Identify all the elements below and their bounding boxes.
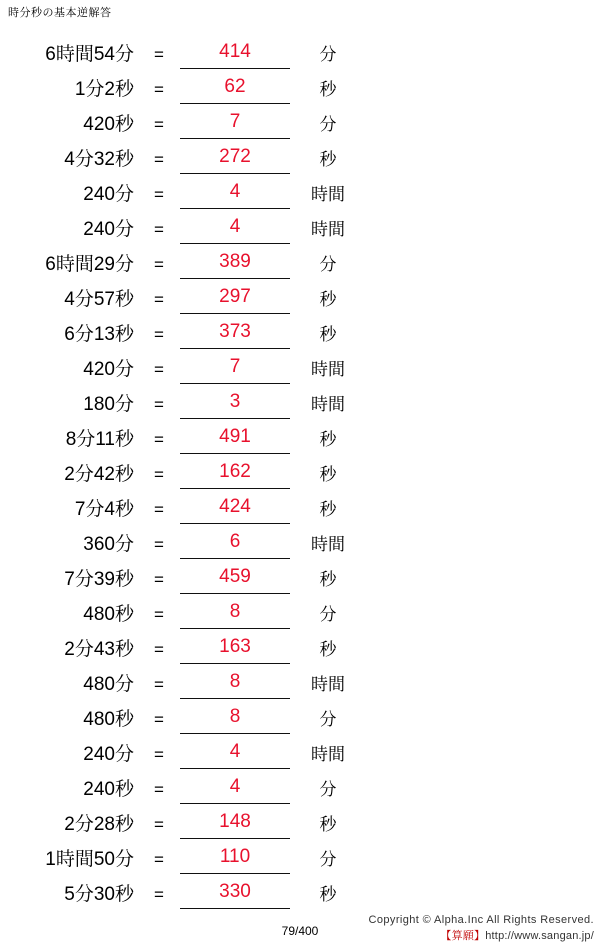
answer-unit: 秒 [319,500,337,519]
answer-unit: 秒 [319,570,337,589]
problem-row [0,769,600,804]
problem-question: 2分43秒 [64,639,134,660]
problem-row [0,69,600,104]
equals-sign: = [154,80,164,99]
answer-field[interactable]: 3 [180,388,290,419]
answer-field[interactable]: 424 [180,493,290,524]
problem-row [0,524,600,559]
answer-field[interactable]: 6 [180,528,290,559]
equals-sign: = [154,500,164,519]
answer-unit: 秒 [319,325,337,344]
footer [369,912,594,944]
problem-row [0,874,600,909]
answer-unit: 時間 [311,220,345,239]
answer-unit: 分 [319,45,337,64]
answer-unit: 分 [319,115,337,134]
equals-sign: = [154,150,164,169]
page-title: 時分秒の基本逆解答 [8,7,112,19]
problem-question: 4分32秒 [64,149,134,170]
problem-question: 240分 [83,744,134,765]
problem-row [0,489,600,524]
copyright-text: Copyright © Alpha.Inc All Rights Reserved. [368,914,594,926]
equals-sign: = [154,395,164,414]
site-url: http://www.sangan.jp/ [485,930,594,942]
equals-sign: = [154,605,164,624]
equals-sign: = [154,255,164,274]
problem-question: 1分2秒 [74,79,134,100]
equals-sign: = [154,815,164,834]
answer-field[interactable]: 148 [180,808,290,839]
answer-unit: 分 [319,255,337,274]
problem-row [0,104,600,139]
answer-field[interactable]: 373 [180,318,290,349]
problem-question: 360分 [83,534,134,555]
problem-row [0,174,600,209]
problem-question: 480秒 [83,604,134,625]
site-line [369,928,594,944]
problem-question: 8分11秒 [65,429,134,450]
answer-unit: 時間 [311,360,345,379]
problem-question: 180分 [83,394,134,415]
answer-field[interactable]: 7 [180,353,290,384]
problem-question: 480分 [83,674,134,695]
answer-unit: 秒 [319,885,337,904]
problem-row [0,594,600,629]
equals-sign: = [154,220,164,239]
answer-unit: 分 [319,605,337,624]
equals-sign: = [154,745,164,764]
answer-field[interactable]: 163 [180,633,290,664]
answer-unit: 分 [319,780,337,799]
problem-question: 7分4秒 [74,499,134,520]
problem-row [0,839,600,874]
answer-field[interactable]: 8 [180,668,290,699]
equals-sign: = [154,885,164,904]
answer-unit: 秒 [319,465,337,484]
answer-field[interactable]: 389 [180,248,290,279]
equals-sign: = [154,185,164,204]
equals-sign: = [154,535,164,554]
problem-row [0,559,600,594]
problem-question: 480秒 [83,709,134,730]
answer-field[interactable]: 62 [180,73,290,104]
answer-field[interactable]: 4 [180,213,290,244]
problem-question: 6時間54分 [45,44,134,65]
problem-row [0,629,600,664]
equals-sign: = [154,710,164,729]
problem-question: 240秒 [83,779,134,800]
answer-field[interactable]: 4 [180,773,290,804]
problem-row [0,454,600,489]
problem-row [0,734,600,769]
equals-sign: = [154,430,164,449]
equals-sign: = [154,570,164,589]
problem-question: 6分13秒 [64,324,134,345]
problem-row [0,314,600,349]
equals-sign: = [154,360,164,379]
problem-question: 6時間29分 [45,254,134,275]
answer-unit: 時間 [311,185,345,204]
problem-row [0,244,600,279]
problem-question: 240分 [83,219,134,240]
problem-row [0,804,600,839]
equals-sign: = [154,115,164,134]
answer-field[interactable]: 272 [180,143,290,174]
answer-unit: 秒 [319,815,337,834]
equals-sign: = [154,675,164,694]
answer-field[interactable]: 110 [180,843,290,874]
problem-row [0,139,600,174]
answer-unit: 秒 [319,80,337,99]
answer-unit: 時間 [311,395,345,414]
answer-unit: 秒 [319,430,337,449]
problem-question: 7分39秒 [64,569,134,590]
problem-question: 420秒 [83,114,134,135]
answer-field[interactable]: 330 [180,878,290,909]
answer-unit: 秒 [319,640,337,659]
problem-row [0,209,600,244]
equals-sign: = [154,290,164,309]
problem-question: 2分28秒 [64,814,134,835]
problem-row [0,279,600,314]
problem-question: 1時間50分 [45,849,134,870]
answer-unit: 時間 [311,745,345,764]
equals-sign: = [154,780,164,799]
problem-question: 420分 [83,359,134,380]
problem-row [0,664,600,699]
answer-field[interactable]: 414 [180,38,290,69]
equals-sign: = [154,465,164,484]
equals-sign: = [154,325,164,344]
answer-field[interactable]: 491 [180,423,290,454]
answer-unit: 秒 [319,290,337,309]
answer-unit: 分 [319,850,337,869]
answer-field[interactable]: 459 [180,563,290,594]
page-number: 79/400 [281,924,319,938]
answer-field[interactable]: 7 [180,108,290,139]
answer-unit: 時間 [311,675,345,694]
problem-row [0,349,600,384]
problem-question: 5分30秒 [64,884,134,905]
problem-question: 240分 [83,184,134,205]
answer-unit: 時間 [311,535,345,554]
answer-field[interactable]: 162 [180,458,290,489]
answer-unit: 分 [319,710,337,729]
problem-row [0,419,600,454]
equals-sign: = [154,45,164,64]
answer-field[interactable]: 8 [180,598,290,629]
answer-field[interactable]: 4 [180,178,290,209]
problem-row [0,34,600,69]
answer-field[interactable]: 297 [180,283,290,314]
problem-question: 4分57秒 [64,289,134,310]
problem-list [0,34,600,909]
equals-sign: = [154,640,164,659]
problem-row [0,699,600,734]
answer-unit: 秒 [319,150,337,169]
problem-row [0,384,600,419]
answer-field[interactable]: 8 [180,703,290,734]
answer-field[interactable]: 4 [180,738,290,769]
equals-sign: = [154,850,164,869]
brand-label: 【算願】 [440,930,486,942]
problem-question: 2分42秒 [64,464,134,485]
